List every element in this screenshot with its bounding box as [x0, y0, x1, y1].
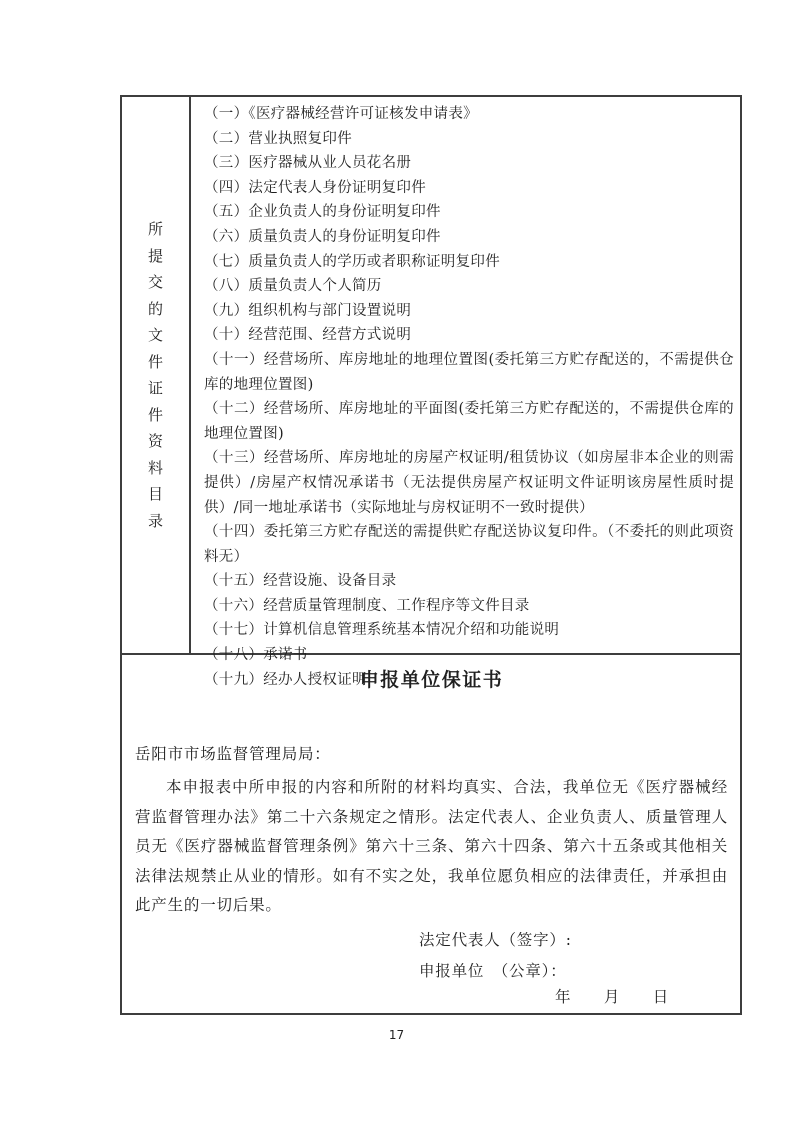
document-list-item: （九）组织机构与部门设置说明	[204, 302, 412, 319]
document-list-item: （三）医疗器械从业人员花名册	[204, 155, 412, 172]
document-list-item: （七）质量负责人的学历或者职称证明复印件	[204, 253, 500, 270]
document-list-item: （十九）经办人授权证明	[204, 671, 367, 688]
header-char: 文	[147, 326, 163, 344]
header-char: 录	[147, 511, 163, 530]
document-list-item: （十五）经营设施、设备目录	[204, 573, 397, 590]
documents-header-cell	[122, 97, 191, 653]
document-list-item: （四）法定代表人身份证明复印件	[204, 179, 426, 196]
header-char: 件	[147, 352, 163, 371]
document-list-item: （十七）计算机信息管理系统基本情况介绍和功能说明	[204, 622, 560, 639]
legal-representative-signature-line: 法定代表人（签字）:	[419, 930, 572, 949]
header-char: 资	[147, 432, 163, 450]
document-list-item: （五）企业负责人的身份证明复印件	[204, 204, 441, 221]
document-list-item: （十四）委托第三方贮存配送的需提供贮存配送协议复印件。（不委托的则此项资料无）	[204, 524, 734, 565]
application-form-table	[120, 95, 742, 1015]
guarantee-salutation: 岳阳市市场监督管理局局：	[135, 745, 331, 763]
document-list-item: （六）质量负责人的身份证明复印件	[204, 228, 441, 245]
document-list-item: （十三）经营场所、库房地址的房屋产权证明/租赁协议（如房屋非本企业的则需提供）/房屋产权情况承诺书（无法提供房屋产权证明文件证明该房屋性质时提供）/同一地址承诺书（实际地址与房权证明不一致时提供）	[204, 450, 734, 516]
header-char: 提	[147, 246, 163, 265]
document-list-item: （二）营业执照复印件	[204, 130, 352, 147]
document-list-item: （八）质量负责人个人简历	[204, 278, 382, 295]
documents-list	[204, 102, 734, 692]
document-list-item: （十六）经营质量管理制度、工作程序等文件目录	[204, 597, 530, 614]
document-list-item: （十二）经营场所、库房地址的平面图(委托第三方贮存配送的，不需提供仓库的地理位置图)	[204, 401, 734, 442]
header-char: 所	[147, 220, 163, 238]
applicant-unit-seal-line: 申报单位 （公章）：	[419, 961, 567, 980]
header-char: 交	[147, 273, 163, 291]
header-char: 的	[147, 299, 163, 318]
guarantee-body-text: 本申报表中所申报的内容和所附的材料均真实、合法，我单位无《医疗器械经营监督管理办法》第二十六条规定之情形。法定代表人、企业负责人、质量管理人员无《医疗器械监督管理条例》第六十三条、第六十四条、第六十五条或其他相关法律法规禁止从业的情形。如有不实之处，我单位愿负相应的法律责任，并承担由此产生的一切后果。	[135, 778, 728, 914]
document-list-item: （十八）承诺书	[204, 647, 308, 664]
header-char: 件	[147, 405, 163, 424]
header-char: 目	[147, 485, 163, 503]
guarantee-title: 申报单位保证书	[359, 669, 504, 691]
document-list-item: （一）《医疗器械经营许可证核发申请表》	[204, 106, 478, 122]
header-char: 证	[147, 379, 163, 397]
signature-block	[419, 925, 728, 987]
header-char: 料	[147, 458, 163, 477]
date-line: 年 月 日	[555, 987, 670, 1006]
guarantee-letter-row	[122, 669, 740, 1027]
document-list-item: （十一）经营场所、库房地址的地理位置图(委托第三方贮存配送的，不需提供仓库的地理位置图)	[204, 351, 734, 393]
documents-header-vertical-label	[148, 216, 163, 534]
page-number: 17	[388, 1028, 405, 1042]
document-list-item: （十）经营范围、经营方式说明	[204, 327, 412, 344]
